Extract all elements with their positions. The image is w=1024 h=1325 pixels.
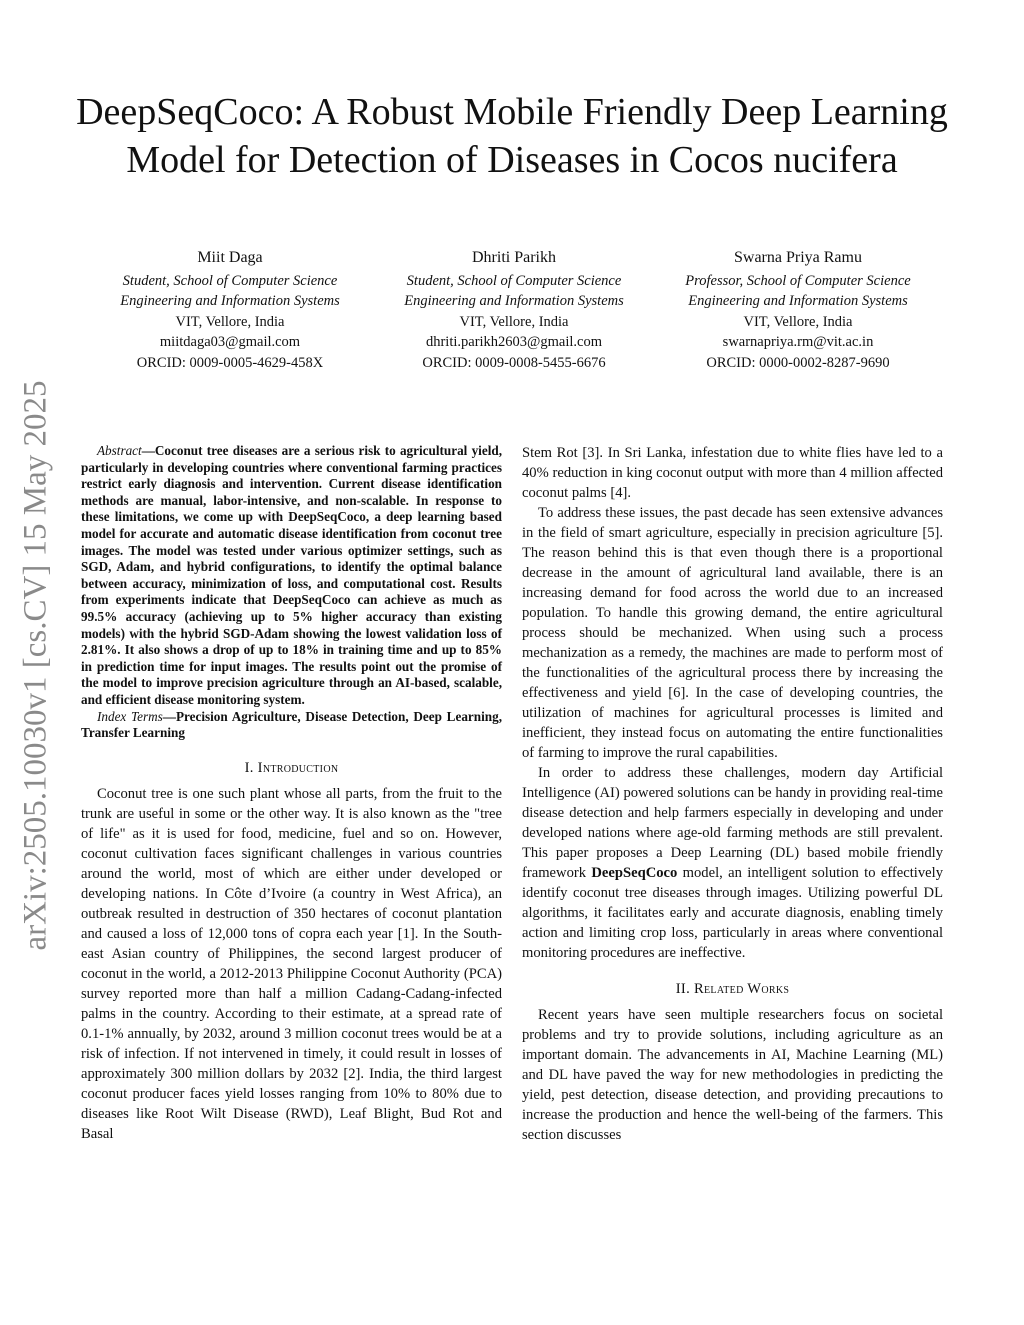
- abstract: [81, 443, 502, 709]
- left-column: [81, 443, 502, 1144]
- author-email: miitdaga03@gmail.com: [159, 334, 301, 350]
- arxiv-identifier: arXiv:2505.10030v1 [cs.CV] 15 May 2025: [17, 379, 54, 951]
- index-terms-text: —Precision Agriculture, Disease Detection, Deep Learning, Transfer Learning: [81, 708, 502, 741]
- author-role: Student, School of Computer Science: [406, 272, 622, 289]
- abstract-label: Abstract: [97, 443, 142, 458]
- section-heading-related-works: II. Related Works: [675, 981, 790, 997]
- model-name-bold: DeepSeqCoco: [591, 865, 678, 881]
- author-role: Professor, School of Computer Science: [685, 272, 911, 289]
- author-dept: Engineering and Information Systems: [120, 293, 340, 309]
- intro-paragraph-1-continued: Stem Rot [3]. In Sri Lanka, infestation due to white flies have led to a 40% reduction in king coconut output with more than 4 million affected coconut palms [4].: [522, 445, 943, 501]
- author-inst: VIT, Vellore, India: [175, 313, 285, 330]
- author-orcid: ORCID: 0009-0008-5455-6676: [422, 354, 606, 371]
- intro-paragraph-2: To address these issues, the past decade has seen extensive advances in the field of smart agriculture, especially in precision agriculture [5]. The reason behind this is that even though there is a proportional decrease in the amount of agricultural land available, there is an increasing demand for food across the world due to an increased population. To handle this growing demand, the entire agricultural process should be mechanized. When using such a process mechanization as a remedy, the machines are made to perform most of the functionalities of the agricultural process there by increasing the effectiveness and yield [6]. In the case of developing countries, the utilization of machines for agricultural processes is limited and inefficient, they instead focus on automating the entire functionalities of farming to improve the rural capabilities.: [522, 505, 943, 761]
- intro-p3-text-a: In order to address these challenges, modern day Artificial Intelligence (AI) powered solutions can be handy in providing real-time disease detection and help farmers especially in developing and under developed nations where age-old farming methods are still prevalent. This paper proposes a Deep Learning (DL) based mobile friendly framework: [522, 765, 943, 881]
- related-works-paragraph-1: Recent years have seen multiple researchers focus on societal problems and try to provide solutions, including agriculture as an important domain. The advancements in AI, Machine Learning (ML) and DL have paved the way for new methodologies in predicting the yield, pest detection, disease detection, and providing precautions to increase the production and hence the well-being of the farmers. This section discusses: [522, 1007, 943, 1143]
- author-3: [656, 248, 940, 373]
- index-terms-label: Index Terms: [97, 708, 163, 724]
- author-name: Swarna Priya Ramu: [734, 249, 862, 266]
- author-inst: VIT, Vellore, India: [459, 313, 569, 330]
- author-orcid: ORCID: 0009-0005-4629-458X: [136, 354, 324, 371]
- author-name: Miit Daga: [197, 249, 263, 266]
- author-name: Dhriti Parikh: [472, 249, 556, 266]
- abstract-text: —Coconut tree diseases are a serious risk to agricultural yield, particularly in developing countries where conventional farming practices restrict early diagnosis and intervention. Current disease identification methods are manual, labor-intensive, and non-scalable. In response to these limitations, we come up with DeepSeqCoco, a deep learning based model for accurate and automatic disease identification from coconut tree images. The model was tested under various optimizer settings, such as SGD, Adam, and hybrid configurations, to identify the optimal balance between accuracy, minimization of loss, and computational cost. Results from experiments indicate that DeepSeqCoco can achieve as much as 99.5% accuracy (achieving up to 5% higher accuracy than existing models) with the hybrid SGD-Adam showing the lowest validation loss of 2.81%. It also shows a drop of up to 18% in training time and up to 85% in prediction time for input images. The results point out the promise of the model to improve precision agriculture through an AI-based, scalable, and efficient disease monitoring system.: [81, 443, 502, 707]
- author-orcid: ORCID: 0000-0002-8287-9690: [706, 354, 890, 371]
- intro-paragraph-1: Coconut tree is one such plant whose all parts, from the fruit to the trunk are useful in some or the other way. It is also known as the "tree of life" as it is used for food, medicine, fuel and so on. However, coconut cultivation faces significant challenges in various countries around the world, most of which are either under developed or developing nations. In Côte d’Ivoire (a country in West Africa), an outbreak resulted in destruction of 350 hectares of coconut plantation and caused a loss of 12,000 tons of copra each year [1]. In the South-east Asian country of Philippines, the second largest producer of coconut in the world, a 2012-2013 Philippine Coconut Authority (PCA) survey reported more than half a million Cadang-Cadang-infected palms in the country. According to their estimate, at a spread rate of 0.1-1% annually, by 2032, around 3 million coconut trees would be at a risk of infection. If not intervened in timely, it could result in losses of approximately 300 million dollars by 2032 [2]. India, the third largest coconut producer faces yield losses ranging from 10% to 80% due to diseases like Root Wilt Disease (RWD), Leaf Blight, Bud Rot and Basal: [81, 785, 502, 1142]
- author-dept: Engineering and Information Systems: [404, 293, 624, 309]
- author-email: swarnapriya.rm@vit.ac.in: [722, 334, 874, 350]
- author-email: dhriti.parikh2603@gmail.com: [425, 334, 603, 350]
- intro-paragraph-3: [522, 763, 943, 963]
- right-column: [522, 443, 943, 1145]
- author-dept: Engineering and Information Systems: [688, 293, 908, 309]
- intro-p3-text-b: model, an intelligent solution to effectively identify coconut tree diseases through images. Utilizing powerful DL algorithms, it facilitates early and accurate diagnosis, enabling timely action and limiting crop loss, particularly in areas where conventional monitoring procedures are ineffective.: [522, 865, 943, 961]
- author-block: [88, 248, 940, 373]
- author-1: [88, 248, 372, 373]
- author-inst: VIT, Vellore, India: [743, 313, 853, 330]
- section-heading-introduction: I. Introduction: [244, 759, 339, 776]
- index-terms: [81, 709, 502, 742]
- author-2: [372, 248, 656, 373]
- arxiv-sidebar: [8, 360, 64, 970]
- author-role: Student, School of Computer Science: [122, 272, 338, 289]
- paper-title: DeepSeqCoco: A Robust Mobile Friendly Deep Learning Model for Detection of Diseases in Cocos nucifera: [76, 91, 948, 181]
